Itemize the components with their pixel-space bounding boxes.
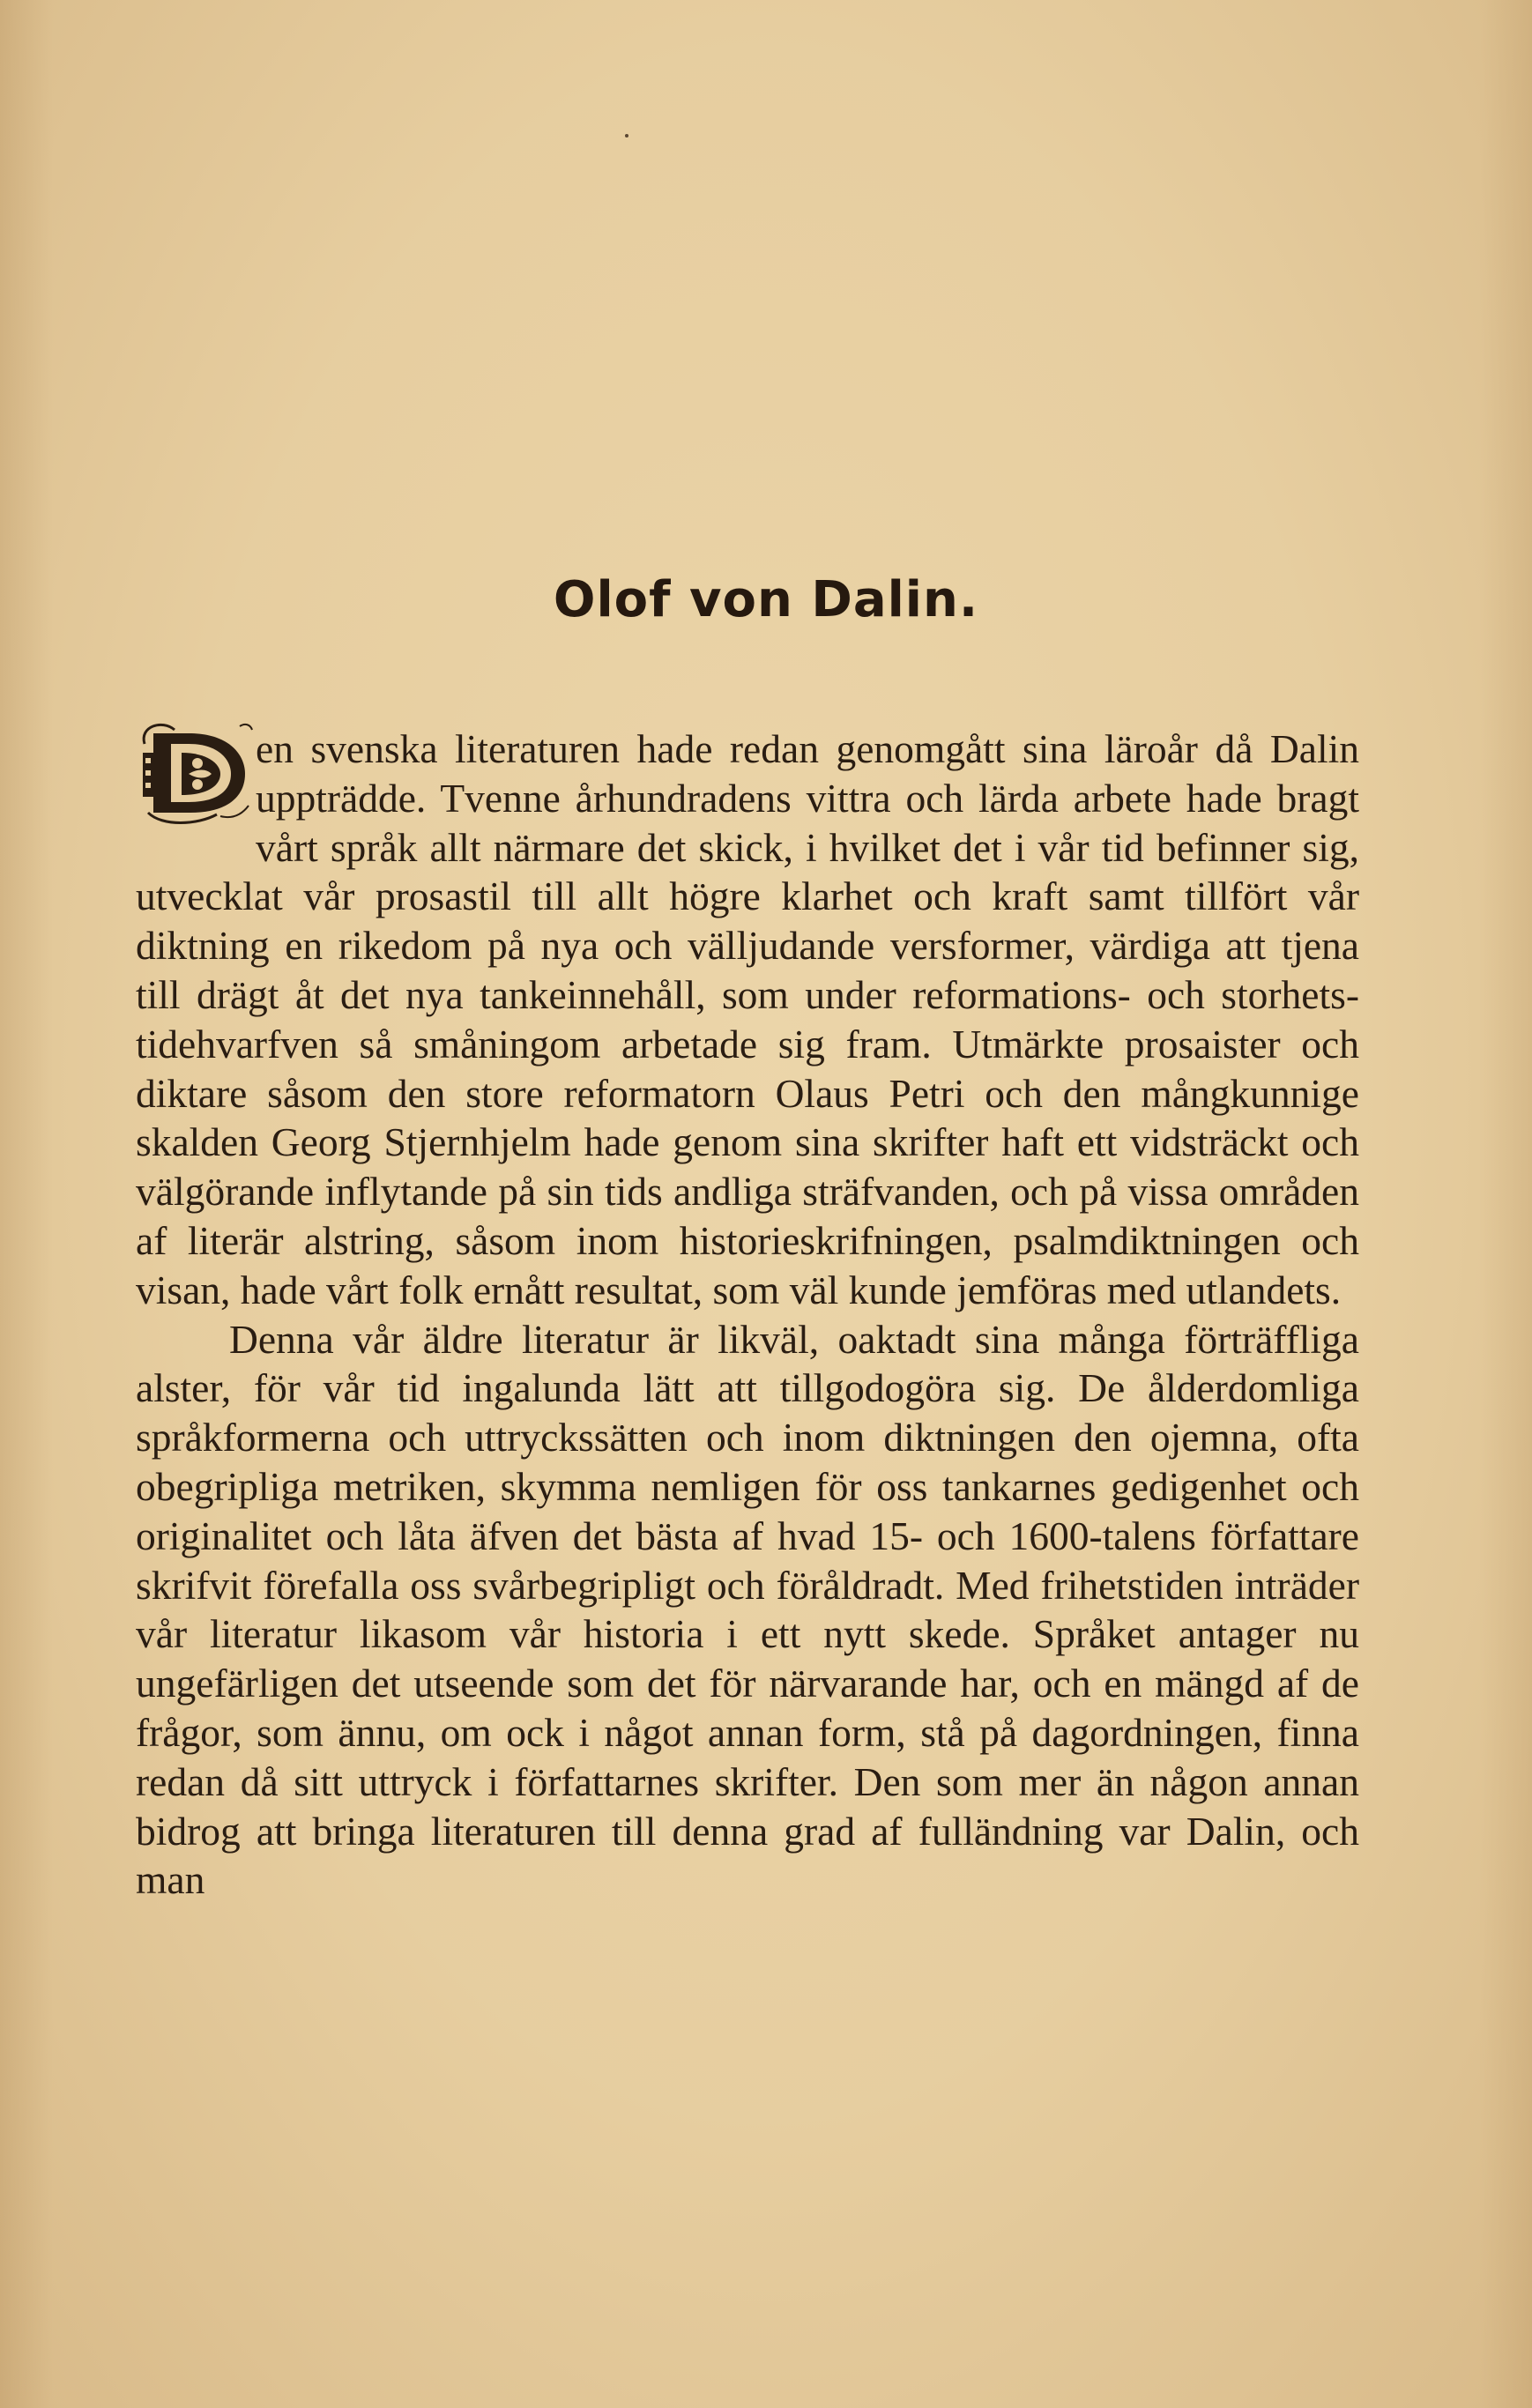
paragraph-text: en svenska literaturen hade redan genomgått sina läroår då Dalin uppträdde. Tvenne århundradens vittra och lärda arbete hade bragt vårt språk allt närmare det skick, i hvilket det i vår tid befinner sig, utvecklat vår prosastil till allt högre klarhet och kraft samt tillfört vår diktning en rikedom på nya och välljudande versformer, värdiga att tjena till drägt åt det nya tankeinnehåll, som under reformations- och storhets-tidehvarfven så småningom arbetade sig fram. Utmärkte prosaister och diktare såsom den store reformatorn Olaus Petri och den mångkunnige skalden Georg Stjernhjelm hade genom sina skrifter haft ett vidsträckt och välgörande inflytande på sin tids andliga sträfvanden, och på vissa områden af literär alstring, såsom inom historieskrifningen, psalmdiktningen och visan, hade vårt folk ernått resultat, som väl kunde jemföras med utlandets. xyxy=(136,726,1359,1312)
chapter-title: Olof von Dalin. xyxy=(553,571,979,628)
dropcap-ornament-icon xyxy=(136,717,256,830)
ink-speck xyxy=(625,134,628,137)
body-text xyxy=(136,725,1359,1905)
ornamental-dropcap xyxy=(136,717,256,830)
paragraph xyxy=(136,725,1359,1315)
paragraph: Denna vår äldre literatur är likväl, oaktadt sina många förträffliga alster, för vår tid ingalunda lätt att tillgodogöra sig. De ålderdomliga språkformerna och uttryckssätten och inom diktningen den ojemna, ofta obegripliga metriken, skymma nemligen för oss tankarnes gedigenhet och originalitet och låta äfven det bästa af hvad 15- och 1600-talens författare skrifvit förefalla oss svårbegripligt och föråldradt. Med frihetstiden inträder vår literatur likasom vår historia i ett nytt skede. Språket antager nu ungefärligen det utseende som det för närvarande har, och en mängd af de frågor, som ännu, om ock i något annan form, stå på dagordningen, finna redan då sitt uttryck i författarnes skrifter. Den som mer än någon annan bidrog att bringa literaturen till denna grad af fulländning var Dalin, och man xyxy=(136,1316,1359,1903)
